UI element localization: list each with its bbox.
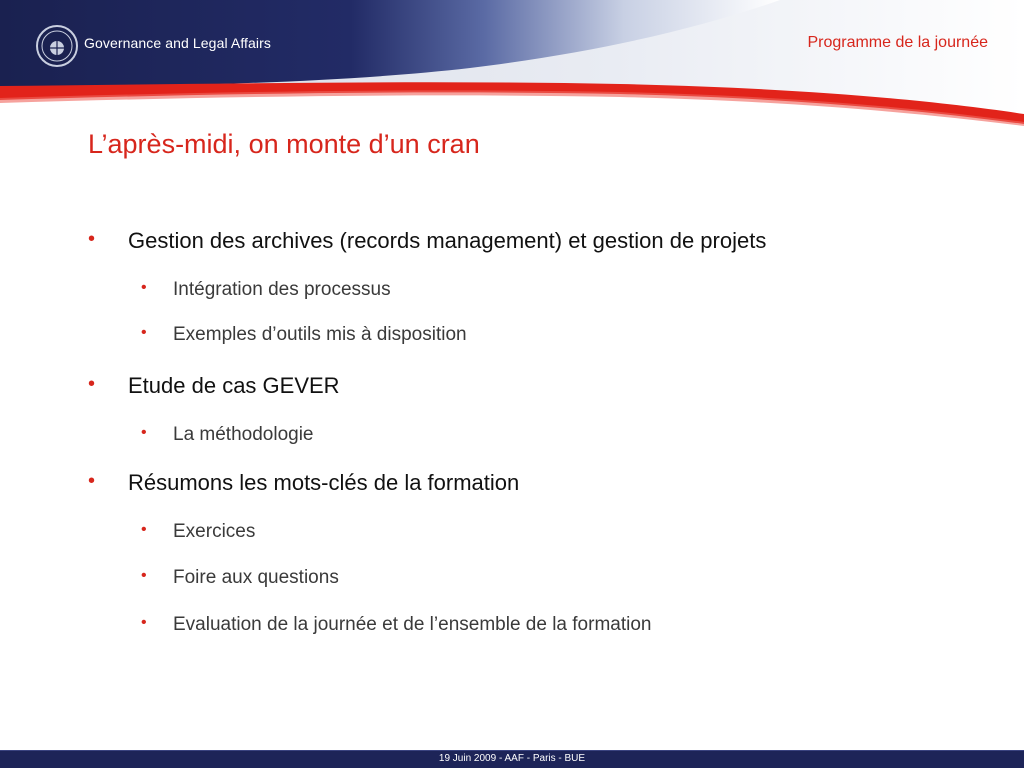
bullet-dot-icon: •: [141, 424, 147, 441]
sub-bullet-item: [141, 521, 256, 543]
bullet-dot-icon: •: [141, 521, 147, 538]
organization-name: Governance and Legal Affairs: [84, 35, 272, 51]
bullet-text: Résumons les mots-clés de la formation: [128, 470, 520, 495]
bullet-dot-icon: •: [141, 614, 147, 631]
sub-bullet-item: [141, 567, 339, 589]
sub-bullet-item: [141, 614, 652, 636]
sub-bullet-text: Intégration des processus: [173, 279, 391, 300]
footer-bar: [0, 750, 1024, 768]
slide-title: L’après-midi, on monte d’un cran: [88, 129, 480, 159]
bullet-dot-icon: •: [141, 324, 147, 341]
sub-bullet-item: [141, 324, 467, 346]
sub-bullet-text: Exercices: [173, 521, 256, 542]
sub-bullet-text: Evaluation de la journée et de l’ensemble de la formation: [173, 614, 652, 635]
bullet-item: [88, 373, 340, 399]
bullet-dot-icon: •: [141, 279, 147, 296]
sub-bullet-item: [141, 424, 314, 446]
sub-bullet-text: La méthodologie: [173, 424, 314, 445]
sub-bullet-item: [141, 279, 391, 301]
section-label: Programme de la journée: [807, 34, 988, 51]
footer-text: 19 Juin 2009 - AAF - Paris - BUE: [438, 753, 586, 764]
sub-bullet-text: Exemples d’outils mis à disposition: [173, 324, 467, 345]
bullet-dot-icon: •: [88, 228, 96, 250]
bullet-text: Gestion des archives (records management) et gestion de projets: [128, 228, 767, 253]
bullet-text: Etude de cas GEVER: [128, 373, 340, 398]
bullet-item: [88, 228, 767, 254]
sub-bullet-text: Foire aux questions: [173, 567, 339, 588]
bullet-dot-icon: •: [88, 373, 96, 395]
bullet-dot-icon: •: [141, 567, 147, 584]
bullet-item: [88, 470, 520, 496]
bullet-dot-icon: •: [88, 470, 96, 492]
